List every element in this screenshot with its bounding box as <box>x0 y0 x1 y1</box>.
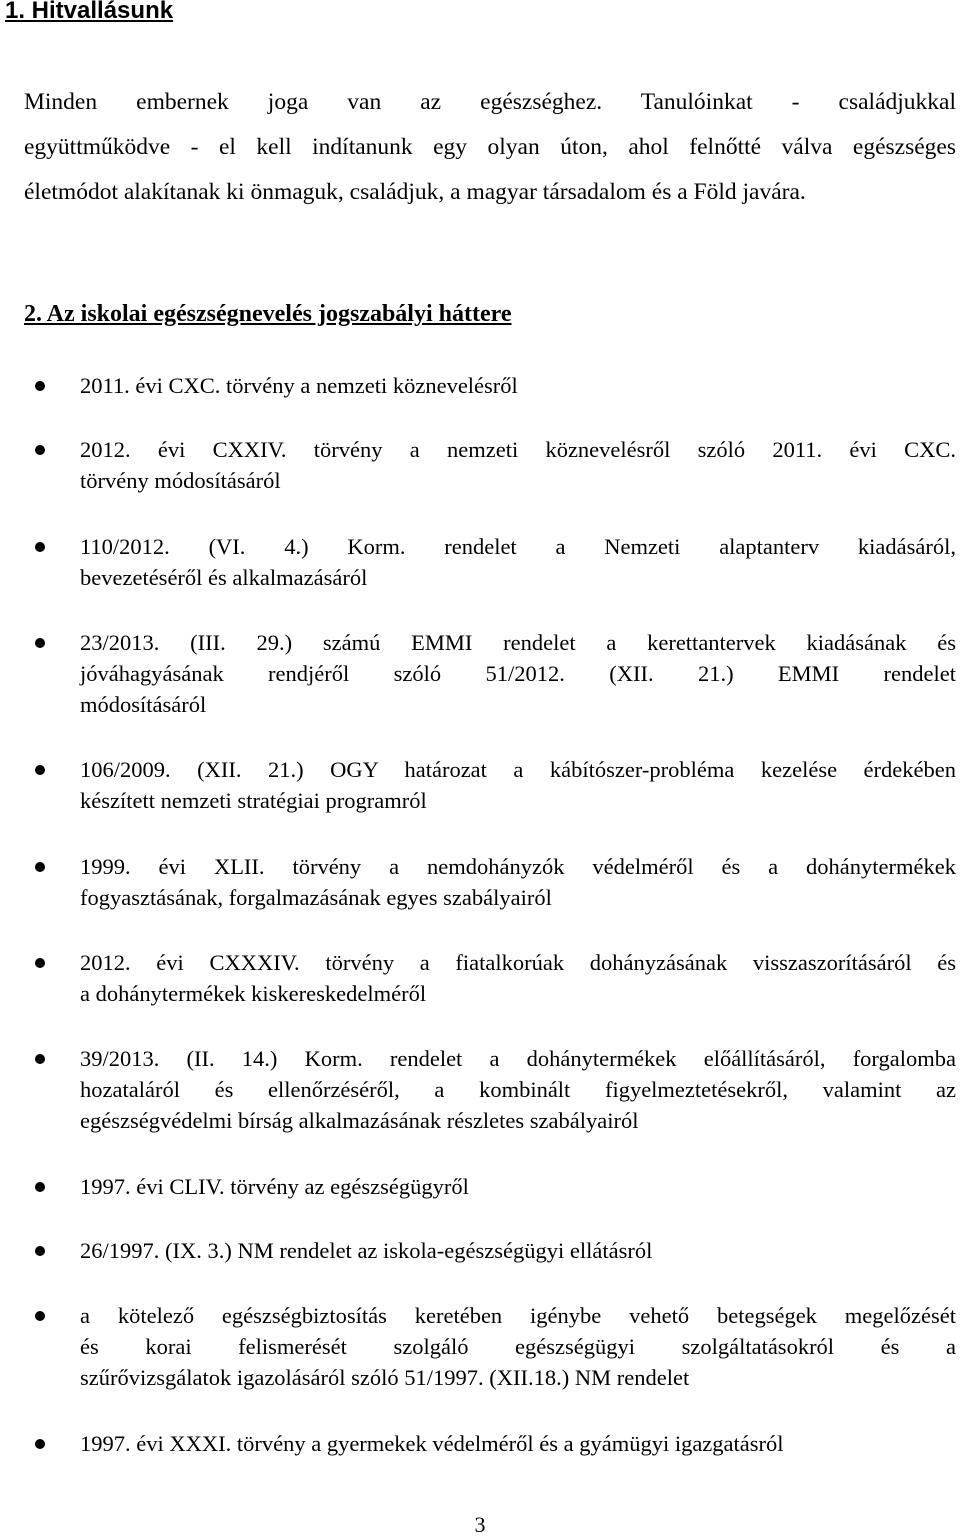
list-item-text <box>80 1300 956 1393</box>
list-item-line: a dohánytermékek kiskereskedelméről <box>80 981 427 1006</box>
list-item-line: készített nemzeti stratégiai programról <box>80 788 427 813</box>
list-item-line: 39/2013. (II. 14.) Korm. rendelet a dohánytermékek előállításáról, forgalomba <box>80 1046 956 1071</box>
list-item-line: egészségvédelmi bírság alkalmazásának részletes szabályairól <box>80 1108 639 1133</box>
bullet-icon <box>35 1054 45 1064</box>
list-item-line: 2011. évi CXC. törvény a nemzeti köznevelésről <box>80 373 518 398</box>
section-heading-jogszabalyi-hattere: 2. Az iskolai egészségnevelés jogszabályi háttere <box>24 301 512 327</box>
list-item-line: 1999. évi XLII. törvény a nemdohányzók védelméről és a dohánytermékek <box>80 854 956 879</box>
intro-paragraph <box>24 80 956 215</box>
bullet-icon <box>35 1246 45 1256</box>
list-item-text <box>80 1235 956 1266</box>
list-item-line: bevezetéséről és alkalmazásáról <box>80 565 368 590</box>
list-item-line: törvény módosításáról <box>80 468 281 493</box>
bullet-icon <box>35 638 45 648</box>
list-item-text <box>80 627 956 720</box>
intro-line-1: Minden embernek joga van az egészséghez. Tanulóinkat - családjukkal <box>24 89 956 115</box>
intro-line-3: életmódot alakítanak ki önmaguk, családjuk, a magyar társadalom és a Föld javára. <box>24 179 806 205</box>
list-item-line: jóváhagyásának rendjéről szóló 51/2012. (XII. 21.) EMMI rendelet <box>80 661 956 686</box>
list-item-line: szűrővizsgálatok igazolásáról szóló 51/1997. (XII.18.) NM rendelet <box>80 1365 690 1390</box>
list-item-text <box>80 1171 956 1202</box>
list-item-line: és korai felismerését szolgáló egészségügyi szolgáltatásokról és a <box>80 1334 956 1359</box>
bullet-icon <box>35 542 45 552</box>
list-item-line: 1997. évi XXXI. törvény a gyermekek védelméről és a gyámügyi igazgatásról <box>80 1431 784 1456</box>
list-item-line: hozataláról és ellenőrzéséről, a kombinált figyelmeztetésekről, valamint az <box>80 1077 956 1102</box>
list-item-text <box>80 851 956 913</box>
list-item-text <box>80 947 956 1009</box>
list-item-text <box>80 531 956 593</box>
section-heading-hitvallasunk: 1. Hitvallásunk <box>5 0 174 24</box>
bullet-icon <box>35 1182 45 1192</box>
list-item-line: 1997. évi CLIV. törvény az egészségügyről <box>80 1174 469 1199</box>
page-number: 3 <box>474 1512 486 1537</box>
bullet-icon <box>35 1439 45 1449</box>
bullet-icon <box>35 958 45 968</box>
list-item-line: 2012. évi CXXIV. törvény a nemzeti köznevelésről szóló 2011. évi CXC. <box>80 437 956 462</box>
list-item-text <box>80 370 956 401</box>
list-item-line: 26/1997. (IX. 3.) NM rendelet az iskola-egészségügyi ellátásról <box>80 1238 653 1263</box>
list-item-text <box>80 754 956 816</box>
list-item-line: 110/2012. (VI. 4.) Korm. rendelet a Nemzeti alaptanterv kiadásáról, <box>80 534 956 559</box>
list-item-line: 2012. évi CXXXIV. törvény a fiatalkorúak dohányzásának visszaszorításáról és <box>80 950 956 975</box>
list-item-line: a kötelező egészségbiztosítás keretében igénybe vehető betegségek megelőzését <box>80 1303 956 1328</box>
list-item-text <box>80 1043 956 1136</box>
bullet-icon <box>35 445 45 455</box>
list-item-line: 106/2009. (XII. 21.) OGY határozat a kábítószer-probléma kezelése érdekében <box>80 757 956 782</box>
list-item-text <box>80 434 956 496</box>
list-item-text <box>80 1428 956 1459</box>
list-item-line: fogyasztásának, forgalmazásának egyes szabályairól <box>80 885 552 910</box>
list-item-line: módosításáról <box>80 692 207 717</box>
bullet-icon <box>35 862 45 872</box>
list-item-line: 23/2013. (III. 29.) számú EMMI rendelet a kerettantervek kiadásának és <box>80 630 956 655</box>
intro-line-2: együttműködve - el kell indítanunk egy olyan úton, ahol felnőtté válva egészséges <box>24 134 956 160</box>
bullet-icon <box>35 381 45 391</box>
bullet-icon <box>35 765 45 775</box>
bullet-icon <box>35 1311 45 1321</box>
